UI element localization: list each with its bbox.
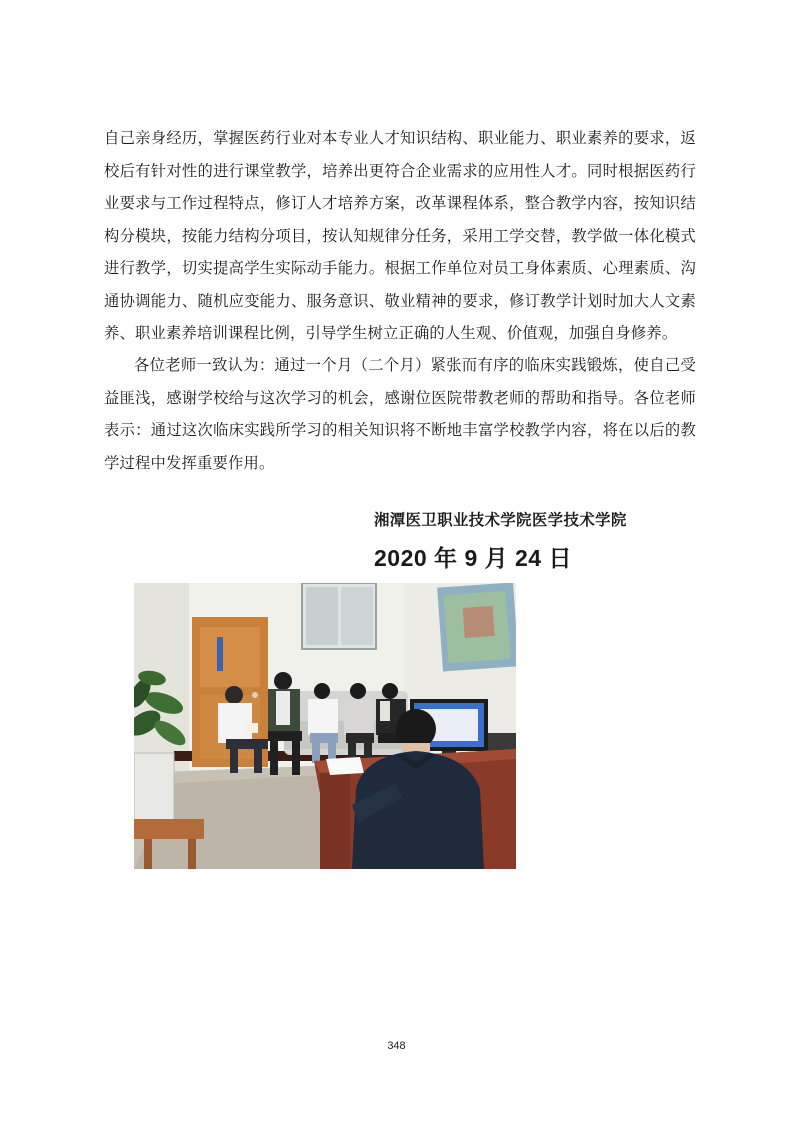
body-paragraph-2: 各位老师一致认为：通过一个月（二个月）紧张而有序的临床实践锻炼，使自己受益匪浅，感谢学校给与这次学习的机会，感谢位医院带教老师的帮助和指导。各位老师表示：通过这次临床实践所学习的相关知识将不断地丰富学校教学内容，将在以后的教学过程中发挥重要作用。 bbox=[104, 356, 696, 472]
body-paragraph-1: 自己亲身经历，掌握医药行业对本专业人才知识结构、职业能力、职业素养的要求，返校后有针对性的进行课堂教学，培养出更符合企业需求的应用性人才。同时根据医药行业要求与工作过程特点，修订人才培养方案，改革课程体系，整合教学内容，按知识结构分模块，按能力结构分项目，按认知规律分任务，采用工学交替，教学做一体化模式进行教学，切实提高学生实际动手能力。根据工作单位对员工身体素质、心理素质、沟通协调能力、随机应变能力、服务意识、敬业精神的要求，修订教学计划时加大人文素养、职业素养培训课程比例，引导学生树立正确的人生观、价值观，加强自身修养。 bbox=[104, 129, 696, 342]
signature-date: 2020 年 9 月 24 日 bbox=[374, 545, 572, 571]
signature-organization: 湘潭医卫职业技术学院医学技术学院 bbox=[374, 511, 627, 529]
page-number: 348 bbox=[387, 1040, 406, 1052]
meeting-photo bbox=[134, 583, 516, 869]
meeting-photo-illustration bbox=[134, 583, 516, 869]
